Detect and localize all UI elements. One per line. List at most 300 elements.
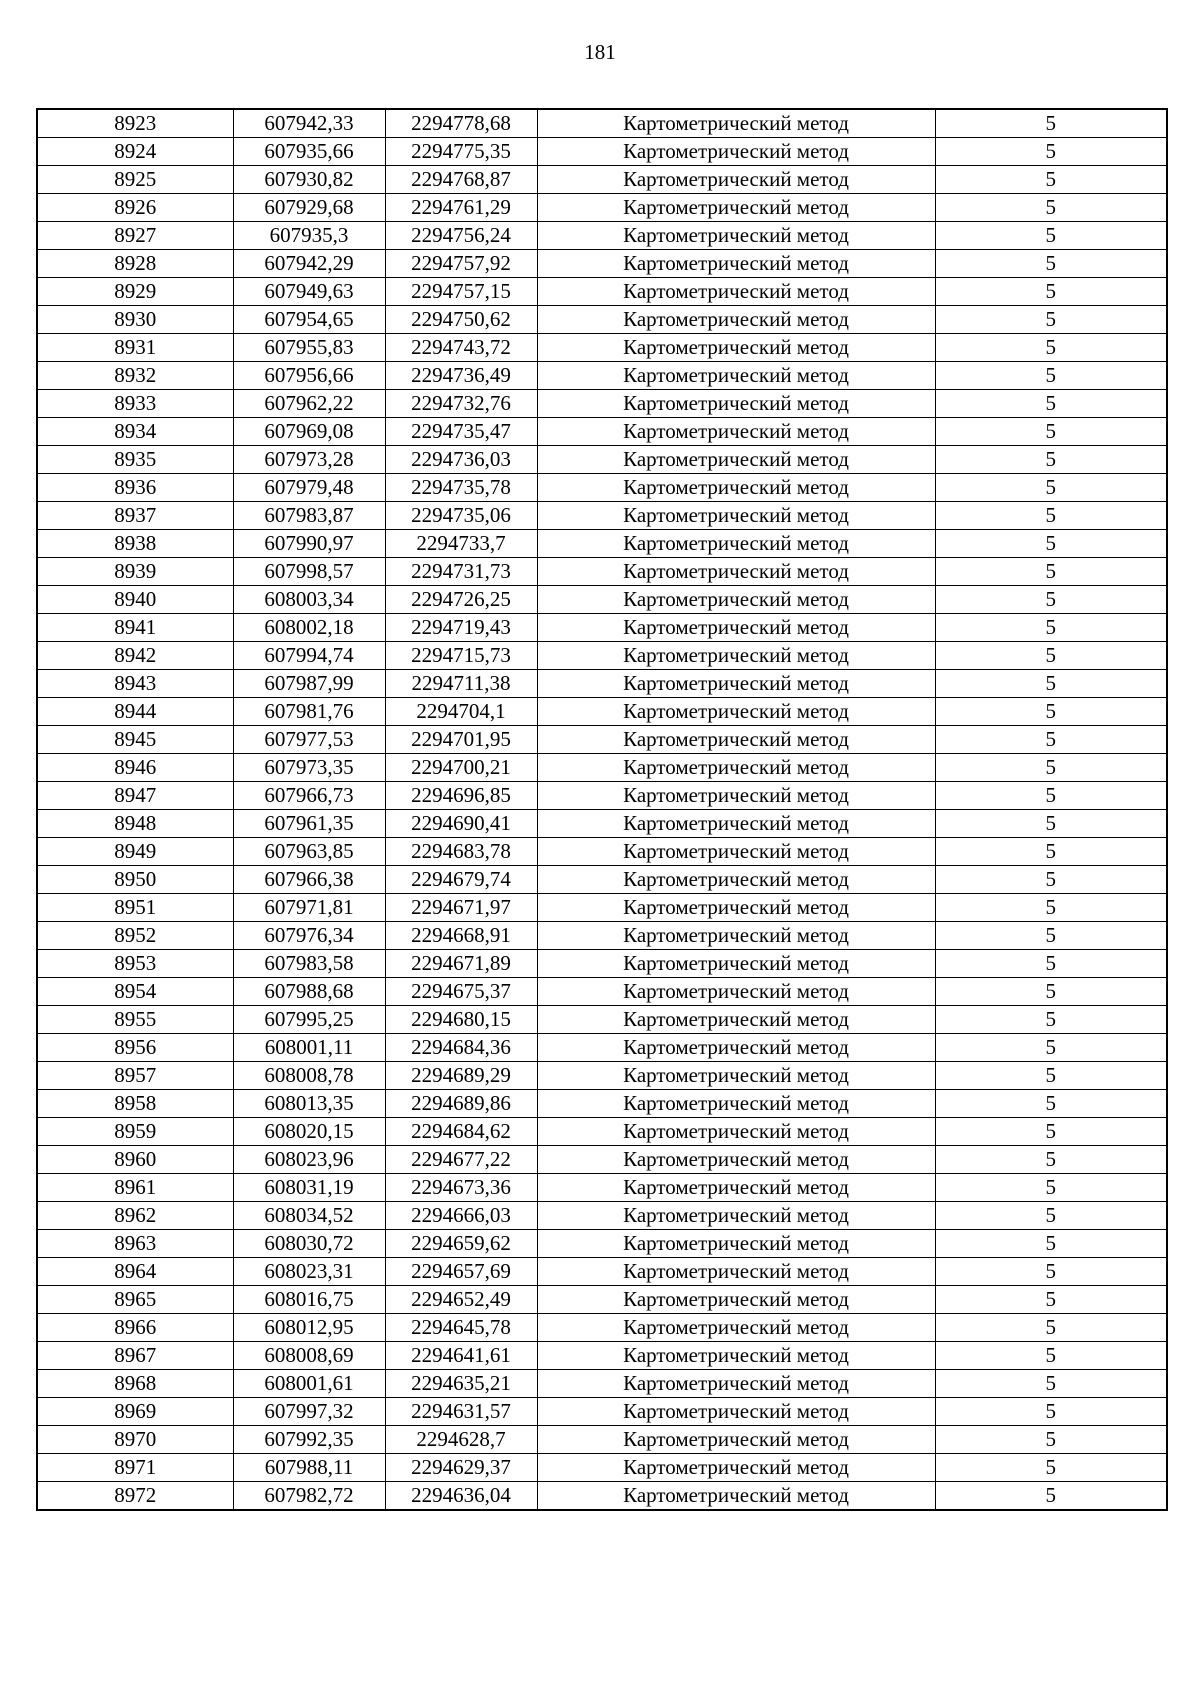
method-cell: Картометрический метод	[537, 306, 935, 334]
table-row	[37, 894, 1167, 922]
accuracy-cell: 5	[935, 502, 1167, 530]
point-number-cell: 8965	[37, 1286, 233, 1314]
accuracy-cell: 5	[935, 306, 1167, 334]
y-coordinate-cell: 2294629,37	[385, 1454, 537, 1482]
x-coordinate-cell: 607929,68	[233, 194, 385, 222]
point-number-cell: 8924	[37, 138, 233, 166]
point-number-cell: 8932	[37, 362, 233, 390]
method-cell: Картометрический метод	[537, 614, 935, 642]
point-number-cell: 8954	[37, 978, 233, 1006]
table-row	[37, 866, 1167, 894]
table-row	[37, 838, 1167, 866]
point-number-cell: 8952	[37, 922, 233, 950]
point-number-cell: 8923	[37, 109, 233, 138]
table-row	[37, 530, 1167, 558]
method-cell: Картометрический метод	[537, 894, 935, 922]
table-row	[37, 978, 1167, 1006]
table-row	[37, 306, 1167, 334]
table-row	[37, 950, 1167, 978]
x-coordinate-cell: 607949,63	[233, 278, 385, 306]
table-row	[37, 166, 1167, 194]
y-coordinate-cell: 2294711,38	[385, 670, 537, 698]
accuracy-cell: 5	[935, 614, 1167, 642]
accuracy-cell: 5	[935, 278, 1167, 306]
accuracy-cell: 5	[935, 1062, 1167, 1090]
method-cell: Картометрический метод	[537, 250, 935, 278]
y-coordinate-cell: 2294732,76	[385, 390, 537, 418]
point-number-cell: 8962	[37, 1202, 233, 1230]
y-coordinate-cell: 2294735,06	[385, 502, 537, 530]
table-row	[37, 1006, 1167, 1034]
x-coordinate-cell: 607973,28	[233, 446, 385, 474]
table-row	[37, 922, 1167, 950]
x-coordinate-cell: 608002,18	[233, 614, 385, 642]
accuracy-cell: 5	[935, 1174, 1167, 1202]
point-number-cell: 8939	[37, 558, 233, 586]
y-coordinate-cell: 2294677,22	[385, 1146, 537, 1174]
accuracy-cell: 5	[935, 698, 1167, 726]
table-row	[37, 1090, 1167, 1118]
y-coordinate-cell: 2294673,36	[385, 1174, 537, 1202]
method-cell: Картометрический метод	[537, 1398, 935, 1426]
point-number-cell: 8964	[37, 1258, 233, 1286]
table-row	[37, 754, 1167, 782]
method-cell: Картометрический метод	[537, 138, 935, 166]
x-coordinate-cell: 608003,34	[233, 586, 385, 614]
y-coordinate-cell: 2294675,37	[385, 978, 537, 1006]
x-coordinate-cell: 607981,76	[233, 698, 385, 726]
point-number-cell: 8968	[37, 1370, 233, 1398]
x-coordinate-cell: 607979,48	[233, 474, 385, 502]
point-number-cell: 8960	[37, 1146, 233, 1174]
x-coordinate-cell: 607997,32	[233, 1398, 385, 1426]
method-cell: Картометрический метод	[537, 1118, 935, 1146]
point-number-cell: 8949	[37, 838, 233, 866]
x-coordinate-cell: 607977,53	[233, 726, 385, 754]
point-number-cell: 8937	[37, 502, 233, 530]
accuracy-cell: 5	[935, 1370, 1167, 1398]
table-row	[37, 1398, 1167, 1426]
y-coordinate-cell: 2294671,97	[385, 894, 537, 922]
point-number-cell: 8928	[37, 250, 233, 278]
x-coordinate-cell: 607966,73	[233, 782, 385, 810]
x-coordinate-cell: 607963,85	[233, 838, 385, 866]
y-coordinate-cell: 2294715,73	[385, 642, 537, 670]
point-number-cell: 8943	[37, 670, 233, 698]
table-row	[37, 1146, 1167, 1174]
x-coordinate-cell: 607988,11	[233, 1454, 385, 1482]
method-cell: Картометрический метод	[537, 1202, 935, 1230]
accuracy-cell: 5	[935, 1426, 1167, 1454]
x-coordinate-cell: 607983,58	[233, 950, 385, 978]
x-coordinate-cell: 608034,52	[233, 1202, 385, 1230]
point-number-cell: 8942	[37, 642, 233, 670]
point-number-cell: 8947	[37, 782, 233, 810]
accuracy-cell: 5	[935, 978, 1167, 1006]
y-coordinate-cell: 2294689,29	[385, 1062, 537, 1090]
table-row	[37, 1258, 1167, 1286]
method-cell: Картометрический метод	[537, 866, 935, 894]
accuracy-cell: 5	[935, 1454, 1167, 1482]
method-cell: Картометрический метод	[537, 1426, 935, 1454]
method-cell: Картометрический метод	[537, 586, 935, 614]
method-cell: Картометрический метод	[537, 1006, 935, 1034]
y-coordinate-cell: 2294641,61	[385, 1342, 537, 1370]
table-row	[37, 138, 1167, 166]
accuracy-cell: 5	[935, 1034, 1167, 1062]
x-coordinate-cell: 608020,15	[233, 1118, 385, 1146]
y-coordinate-cell: 2294733,7	[385, 530, 537, 558]
x-coordinate-cell: 607983,87	[233, 502, 385, 530]
table-row	[37, 782, 1167, 810]
point-number-cell: 8925	[37, 166, 233, 194]
table-row	[37, 1230, 1167, 1258]
y-coordinate-cell: 2294757,15	[385, 278, 537, 306]
method-cell: Картометрический метод	[537, 1370, 935, 1398]
y-coordinate-cell: 2294645,78	[385, 1314, 537, 1342]
table-row	[37, 362, 1167, 390]
accuracy-cell: 5	[935, 950, 1167, 978]
table-row	[37, 1314, 1167, 1342]
method-cell: Картометрический метод	[537, 1034, 935, 1062]
accuracy-cell: 5	[935, 558, 1167, 586]
table-row	[37, 278, 1167, 306]
accuracy-cell: 5	[935, 810, 1167, 838]
method-cell: Картометрический метод	[537, 166, 935, 194]
accuracy-cell: 5	[935, 642, 1167, 670]
accuracy-cell: 5	[935, 726, 1167, 754]
y-coordinate-cell: 2294700,21	[385, 754, 537, 782]
y-coordinate-cell: 2294652,49	[385, 1286, 537, 1314]
table-row	[37, 474, 1167, 502]
method-cell: Картометрический метод	[537, 978, 935, 1006]
point-number-cell: 8969	[37, 1398, 233, 1426]
method-cell: Картометрический метод	[537, 278, 935, 306]
table-row	[37, 698, 1167, 726]
table-row	[37, 194, 1167, 222]
point-number-cell: 8946	[37, 754, 233, 782]
x-coordinate-cell: 608030,72	[233, 1230, 385, 1258]
table-body	[37, 109, 1167, 1510]
y-coordinate-cell: 2294679,74	[385, 866, 537, 894]
point-number-cell: 8927	[37, 222, 233, 250]
method-cell: Картометрический метод	[537, 754, 935, 782]
accuracy-cell: 5	[935, 222, 1167, 250]
accuracy-cell: 5	[935, 138, 1167, 166]
method-cell: Картометрический метод	[537, 334, 935, 362]
table-row	[37, 1370, 1167, 1398]
accuracy-cell: 5	[935, 1398, 1167, 1426]
y-coordinate-cell: 2294731,73	[385, 558, 537, 586]
accuracy-cell: 5	[935, 754, 1167, 782]
point-number-cell: 8950	[37, 866, 233, 894]
method-cell: Картометрический метод	[537, 1342, 935, 1370]
point-number-cell: 8959	[37, 1118, 233, 1146]
method-cell: Картометрический метод	[537, 1062, 935, 1090]
y-coordinate-cell: 2294735,78	[385, 474, 537, 502]
point-number-cell: 8955	[37, 1006, 233, 1034]
point-number-cell: 8953	[37, 950, 233, 978]
point-number-cell: 8938	[37, 530, 233, 558]
y-coordinate-cell: 2294726,25	[385, 586, 537, 614]
accuracy-cell: 5	[935, 1230, 1167, 1258]
table-row	[37, 1202, 1167, 1230]
x-coordinate-cell: 607988,68	[233, 978, 385, 1006]
method-cell: Картометрический метод	[537, 1314, 935, 1342]
table-row	[37, 334, 1167, 362]
method-cell: Картометрический метод	[537, 642, 935, 670]
y-coordinate-cell: 2294750,62	[385, 306, 537, 334]
accuracy-cell: 5	[935, 782, 1167, 810]
x-coordinate-cell: 608023,96	[233, 1146, 385, 1174]
x-coordinate-cell: 607966,38	[233, 866, 385, 894]
accuracy-cell: 5	[935, 530, 1167, 558]
method-cell: Картометрический метод	[537, 950, 935, 978]
point-number-cell: 8966	[37, 1314, 233, 1342]
accuracy-cell: 5	[935, 670, 1167, 698]
x-coordinate-cell: 607962,22	[233, 390, 385, 418]
method-cell: Картометрический метод	[537, 1146, 935, 1174]
accuracy-cell: 5	[935, 474, 1167, 502]
table-row	[37, 1034, 1167, 1062]
method-cell: Картометрический метод	[537, 558, 935, 586]
method-cell: Картометрический метод	[537, 838, 935, 866]
accuracy-cell: 5	[935, 866, 1167, 894]
accuracy-cell: 5	[935, 1006, 1167, 1034]
table-row	[37, 1454, 1167, 1482]
x-coordinate-cell: 607971,81	[233, 894, 385, 922]
x-coordinate-cell: 608023,31	[233, 1258, 385, 1286]
accuracy-cell: 5	[935, 418, 1167, 446]
y-coordinate-cell: 2294684,62	[385, 1118, 537, 1146]
accuracy-cell: 5	[935, 250, 1167, 278]
point-number-cell: 8972	[37, 1482, 233, 1511]
method-cell: Картометрический метод	[537, 726, 935, 754]
accuracy-cell: 5	[935, 894, 1167, 922]
accuracy-cell: 5	[935, 1482, 1167, 1511]
y-coordinate-cell: 2294701,95	[385, 726, 537, 754]
method-cell: Картометрический метод	[537, 1454, 935, 1482]
x-coordinate-cell: 608001,61	[233, 1370, 385, 1398]
accuracy-cell: 5	[935, 166, 1167, 194]
table-row	[37, 250, 1167, 278]
x-coordinate-cell: 607995,25	[233, 1006, 385, 1034]
method-cell: Картометрический метод	[537, 109, 935, 138]
accuracy-cell: 5	[935, 194, 1167, 222]
y-coordinate-cell: 2294628,7	[385, 1426, 537, 1454]
point-number-cell: 8935	[37, 446, 233, 474]
x-coordinate-cell: 607994,74	[233, 642, 385, 670]
point-number-cell: 8931	[37, 334, 233, 362]
table-row	[37, 614, 1167, 642]
x-coordinate-cell: 608013,35	[233, 1090, 385, 1118]
table-row	[37, 558, 1167, 586]
y-coordinate-cell: 2294775,35	[385, 138, 537, 166]
y-coordinate-cell: 2294657,69	[385, 1258, 537, 1286]
y-coordinate-cell: 2294635,21	[385, 1370, 537, 1398]
table-row	[37, 1482, 1167, 1511]
method-cell: Картометрический метод	[537, 782, 935, 810]
table-row	[37, 642, 1167, 670]
x-coordinate-cell: 607992,35	[233, 1426, 385, 1454]
method-cell: Картометрический метод	[537, 670, 935, 698]
method-cell: Картометрический метод	[537, 1482, 935, 1511]
y-coordinate-cell: 2294636,04	[385, 1482, 537, 1511]
x-coordinate-cell: 607990,97	[233, 530, 385, 558]
x-coordinate-cell: 607987,99	[233, 670, 385, 698]
accuracy-cell: 5	[935, 362, 1167, 390]
x-coordinate-cell: 607969,08	[233, 418, 385, 446]
table-row	[37, 586, 1167, 614]
point-number-cell: 8956	[37, 1034, 233, 1062]
point-number-cell: 8951	[37, 894, 233, 922]
point-number-cell: 8961	[37, 1174, 233, 1202]
accuracy-cell: 5	[935, 1202, 1167, 1230]
y-coordinate-cell: 2294736,49	[385, 362, 537, 390]
y-coordinate-cell: 2294768,87	[385, 166, 537, 194]
y-coordinate-cell: 2294704,1	[385, 698, 537, 726]
table-row	[37, 1286, 1167, 1314]
accuracy-cell: 5	[935, 1118, 1167, 1146]
point-number-cell: 8940	[37, 586, 233, 614]
page-number: 181	[584, 40, 616, 64]
point-number-cell: 8967	[37, 1342, 233, 1370]
x-coordinate-cell: 607956,66	[233, 362, 385, 390]
table-row	[37, 446, 1167, 474]
y-coordinate-cell: 2294631,57	[385, 1398, 537, 1426]
accuracy-cell: 5	[935, 1090, 1167, 1118]
method-cell: Картометрический метод	[537, 418, 935, 446]
method-cell: Картометрический метод	[537, 194, 935, 222]
accuracy-cell: 5	[935, 838, 1167, 866]
x-coordinate-cell: 607930,82	[233, 166, 385, 194]
y-coordinate-cell: 2294756,24	[385, 222, 537, 250]
x-coordinate-cell: 607961,35	[233, 810, 385, 838]
method-cell: Картометрический метод	[537, 810, 935, 838]
accuracy-cell: 5	[935, 446, 1167, 474]
x-coordinate-cell: 608008,69	[233, 1342, 385, 1370]
x-coordinate-cell: 607935,66	[233, 138, 385, 166]
point-number-cell: 8957	[37, 1062, 233, 1090]
method-cell: Картометрический метод	[537, 1090, 935, 1118]
y-coordinate-cell: 2294666,03	[385, 1202, 537, 1230]
y-coordinate-cell: 2294736,03	[385, 446, 537, 474]
method-cell: Картометрический метод	[537, 362, 935, 390]
x-coordinate-cell: 607982,72	[233, 1482, 385, 1511]
accuracy-cell: 5	[935, 1258, 1167, 1286]
accuracy-cell: 5	[935, 1314, 1167, 1342]
accuracy-cell: 5	[935, 334, 1167, 362]
x-coordinate-cell: 607973,35	[233, 754, 385, 782]
x-coordinate-cell: 608001,11	[233, 1034, 385, 1062]
table-row	[37, 726, 1167, 754]
point-number-cell: 8963	[37, 1230, 233, 1258]
point-number-cell: 8948	[37, 810, 233, 838]
method-cell: Картометрический метод	[537, 390, 935, 418]
accuracy-cell: 5	[935, 109, 1167, 138]
point-number-cell: 8936	[37, 474, 233, 502]
x-coordinate-cell: 607954,65	[233, 306, 385, 334]
table-row	[37, 109, 1167, 138]
table-row	[37, 390, 1167, 418]
x-coordinate-cell: 607955,83	[233, 334, 385, 362]
x-coordinate-cell: 607998,57	[233, 558, 385, 586]
y-coordinate-cell: 2294683,78	[385, 838, 537, 866]
y-coordinate-cell: 2294761,29	[385, 194, 537, 222]
table-row	[37, 810, 1167, 838]
x-coordinate-cell: 608012,95	[233, 1314, 385, 1342]
y-coordinate-cell: 2294659,62	[385, 1230, 537, 1258]
x-coordinate-cell: 608031,19	[233, 1174, 385, 1202]
y-coordinate-cell: 2294778,68	[385, 109, 537, 138]
table-row	[37, 1342, 1167, 1370]
method-cell: Картометрический метод	[537, 1230, 935, 1258]
accuracy-cell: 5	[935, 1286, 1167, 1314]
y-coordinate-cell: 2294680,15	[385, 1006, 537, 1034]
point-number-cell: 8926	[37, 194, 233, 222]
point-number-cell: 8934	[37, 418, 233, 446]
method-cell: Картометрический метод	[537, 222, 935, 250]
accuracy-cell: 5	[935, 1342, 1167, 1370]
x-coordinate-cell: 607976,34	[233, 922, 385, 950]
x-coordinate-cell: 608008,78	[233, 1062, 385, 1090]
accuracy-cell: 5	[935, 390, 1167, 418]
table-row	[37, 670, 1167, 698]
point-number-cell: 8930	[37, 306, 233, 334]
table-row	[37, 418, 1167, 446]
x-coordinate-cell: 607935,3	[233, 222, 385, 250]
table-row	[37, 1118, 1167, 1146]
method-cell: Картометрический метод	[537, 474, 935, 502]
point-number-cell: 8958	[37, 1090, 233, 1118]
method-cell: Картометрический метод	[537, 1258, 935, 1286]
y-coordinate-cell: 2294719,43	[385, 614, 537, 642]
x-coordinate-cell: 607942,29	[233, 250, 385, 278]
y-coordinate-cell: 2294684,36	[385, 1034, 537, 1062]
method-cell: Картометрический метод	[537, 698, 935, 726]
method-cell: Картометрический метод	[537, 446, 935, 474]
coordinates-table	[36, 108, 1168, 1511]
y-coordinate-cell: 2294696,85	[385, 782, 537, 810]
table-row	[37, 502, 1167, 530]
method-cell: Картометрический метод	[537, 530, 935, 558]
point-number-cell: 8945	[37, 726, 233, 754]
table-row	[37, 222, 1167, 250]
accuracy-cell: 5	[935, 586, 1167, 614]
point-number-cell: 8971	[37, 1454, 233, 1482]
y-coordinate-cell: 2294689,86	[385, 1090, 537, 1118]
point-number-cell: 8970	[37, 1426, 233, 1454]
point-number-cell: 8933	[37, 390, 233, 418]
y-coordinate-cell: 2294757,92	[385, 250, 537, 278]
table-row	[37, 1174, 1167, 1202]
accuracy-cell: 5	[935, 1146, 1167, 1174]
table-row	[37, 1062, 1167, 1090]
y-coordinate-cell: 2294735,47	[385, 418, 537, 446]
method-cell: Картометрический метод	[537, 922, 935, 950]
y-coordinate-cell: 2294690,41	[385, 810, 537, 838]
x-coordinate-cell: 607942,33	[233, 109, 385, 138]
y-coordinate-cell: 2294743,72	[385, 334, 537, 362]
x-coordinate-cell: 608016,75	[233, 1286, 385, 1314]
point-number-cell: 8929	[37, 278, 233, 306]
accuracy-cell: 5	[935, 922, 1167, 950]
method-cell: Картометрический метод	[537, 1174, 935, 1202]
method-cell: Картометрический метод	[537, 1286, 935, 1314]
y-coordinate-cell: 2294668,91	[385, 922, 537, 950]
point-number-cell: 8944	[37, 698, 233, 726]
point-number-cell: 8941	[37, 614, 233, 642]
